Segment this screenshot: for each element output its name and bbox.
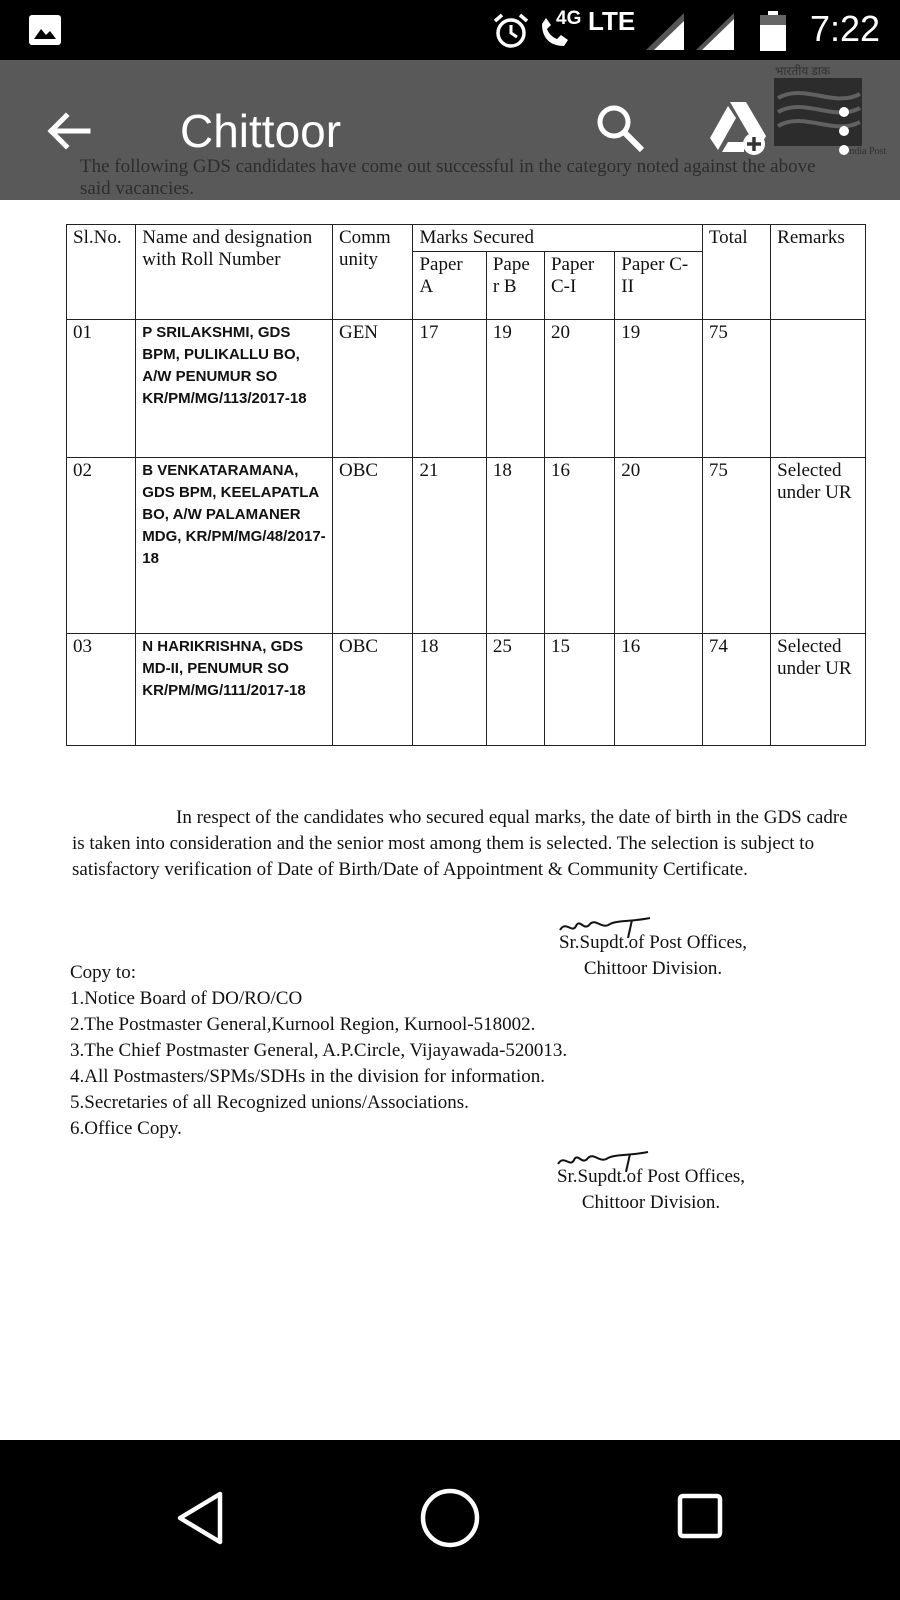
lte-label: LTE [588, 6, 636, 36]
header-total: Total [702, 225, 770, 320]
cell-total: 75 [702, 458, 770, 634]
header-remarks: Remarks [771, 225, 866, 320]
add-to-drive-icon[interactable] [708, 100, 768, 156]
cell-community: GEN [332, 320, 413, 458]
table-row [67, 634, 866, 746]
header-paper-c1: Paper C-I [544, 252, 614, 320]
cell-paper-b: 25 [486, 634, 544, 746]
header-paper-c2: Paper C-II [615, 252, 703, 320]
more-vert-icon[interactable] [826, 104, 862, 158]
network-type-label: 4G [556, 8, 582, 29]
copy-to-item: 2.The Postmaster General,Kurnool Region, Kurnool-518002. [70, 1014, 536, 1035]
back-arrow-icon[interactable] [44, 106, 94, 156]
signal-strength-icon [646, 13, 684, 50]
gallery-notification-icon [29, 15, 61, 45]
cell-paper-c1: 15 [544, 634, 614, 746]
alarm-icon [492, 12, 530, 50]
header-marks-secured: Marks Secured [413, 225, 702, 252]
cell-paper-a: 21 [413, 458, 486, 634]
cell-paper-a: 18 [413, 634, 486, 746]
selection-note-text: In respect of the candidates who secured equal marks, the date of birth in the GDS cadre is taken into consideration and the senior most among them is selected. The selection is subject to satisfactory verification of Date of Birth/Date of Appointment & Community Certificate. [72, 807, 848, 880]
cell-candidate: P SRILAKSHMI, GDS BPM, PULIKALLU BO, A/W PENUMUR SO KR/PM/MG/113/2017-18 [136, 320, 333, 458]
copy-to-list [70, 960, 567, 1142]
cell-community: OBC [332, 634, 413, 746]
copy-to-item: 4.All Postmasters/SPMs/SDHs in the division for information. [70, 1066, 546, 1087]
clock: 7:22 [810, 8, 881, 49]
document-title: Chittoor [180, 105, 342, 157]
signal-strength-icon-2 [696, 13, 734, 50]
cell-paper-a: 17 [413, 320, 486, 458]
copy-to-item: 1.Notice Board of DO/RO/CO [70, 988, 303, 1009]
battery-icon [760, 11, 786, 51]
header-paper-a: Paper A [413, 252, 486, 320]
signature-2-division: Chittoor Division. [581, 1192, 721, 1213]
cell-total: 74 [702, 634, 770, 746]
cell-paper-c2: 16 [615, 634, 703, 746]
nav-home-icon[interactable] [418, 1486, 482, 1550]
table-row [67, 458, 866, 634]
cell-candidate: N HARIKRISHNA, GDS MD-II, PENUMUR SO KR/PM/MG/111/2017-18 [136, 634, 333, 746]
cell-paper-c2: 19 [615, 320, 703, 458]
copy-to-item: 6.Office Copy. [70, 1118, 182, 1139]
cell-sl: 01 [67, 320, 136, 458]
cell-total: 75 [702, 320, 770, 458]
cell-paper-b: 18 [486, 458, 544, 634]
status-bar [0, 0, 900, 60]
cell-paper-c1: 16 [544, 458, 614, 634]
cell-remarks: Selected under UR [771, 458, 866, 634]
app-bar [0, 60, 900, 200]
selection-note [72, 805, 852, 883]
copy-to-heading: Copy to: [70, 962, 136, 983]
header-community: Comm unity [332, 225, 413, 320]
cell-paper-b: 19 [486, 320, 544, 458]
copy-to-item: 3.The Chief Postmaster General, A.P.Circle, Vijayawada-520013. [70, 1040, 568, 1061]
signature-1-title: Sr.Supdt.of Post Offices, [558, 932, 748, 953]
table-header-row [67, 225, 866, 252]
cell-sl: 03 [67, 634, 136, 746]
cell-community: OBC [332, 458, 413, 634]
nav-recent-apps-icon[interactable] [676, 1492, 724, 1540]
cell-sl: 02 [67, 458, 136, 634]
signature-1-division: Chittoor Division. [583, 958, 723, 979]
header-paper-b: Pape r B [486, 252, 544, 320]
nav-back-icon[interactable] [172, 1488, 228, 1548]
search-icon[interactable] [594, 102, 646, 154]
header-sl-no: Sl.No. [67, 225, 136, 320]
cell-remarks [771, 320, 866, 458]
cell-paper-c1: 20 [544, 320, 614, 458]
signature-block-1 [548, 930, 758, 982]
document-viewer[interactable] [0, 60, 900, 1440]
table-row [67, 320, 866, 458]
cell-candidate: B VENKATARAMANA, GDS BPM, KEELAPATLA BO, A/W PALAMANER MDG, KR/PM/MG/48/2017-18 [136, 458, 333, 634]
signature-block-2 [546, 1164, 756, 1216]
header-name: Name and designation with Roll Number [136, 225, 333, 320]
cell-remarks: Selected under UR [771, 634, 866, 746]
navigation-bar [0, 1440, 900, 1600]
copy-to-item: 5.Secretaries of all Recognized unions/Associations. [70, 1092, 469, 1113]
cell-paper-c2: 20 [615, 458, 703, 634]
results-table [66, 224, 866, 746]
signature-2-title: Sr.Supdt.of Post Offices, [556, 1166, 746, 1187]
